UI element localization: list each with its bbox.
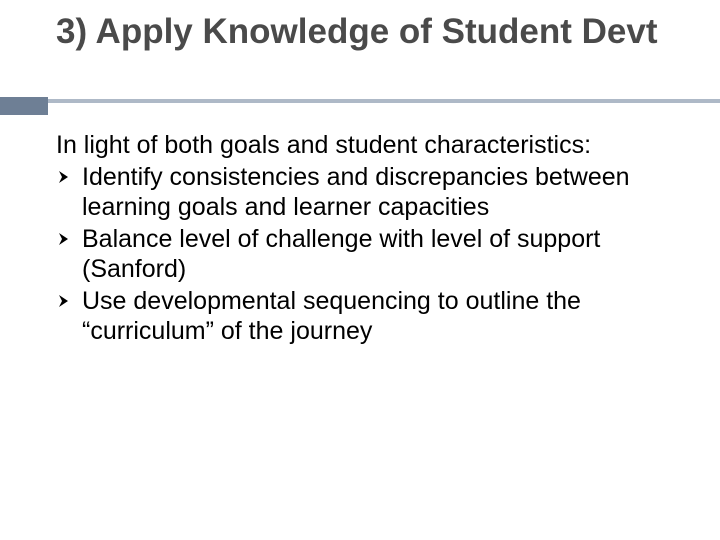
bullet-text: Balance level of challenge with level of support (Sanford) bbox=[82, 225, 601, 283]
slide-body bbox=[56, 130, 706, 348]
title-divider-accent bbox=[0, 97, 48, 115]
arrowhead-bullet-icon bbox=[56, 170, 70, 184]
intro-text: In light of both goals and student characteristics: bbox=[56, 131, 592, 159]
arrowhead-bullet-icon bbox=[56, 294, 70, 308]
arrowhead-bullet-icon bbox=[56, 232, 70, 246]
title-divider bbox=[0, 99, 720, 103]
bullet-text: Use developmental sequencing to outline the “curriculum” of the journey bbox=[82, 287, 581, 345]
bullet-item bbox=[56, 286, 706, 346]
slide-title: 3) Apply Knowledge of Student Devt bbox=[56, 12, 658, 51]
bullet-text: Identify consistencies and discrepancies between learning goals and learner capacities bbox=[82, 163, 630, 221]
bullet-item bbox=[56, 162, 706, 222]
bullet-list bbox=[56, 162, 706, 346]
bullet-item bbox=[56, 224, 706, 284]
